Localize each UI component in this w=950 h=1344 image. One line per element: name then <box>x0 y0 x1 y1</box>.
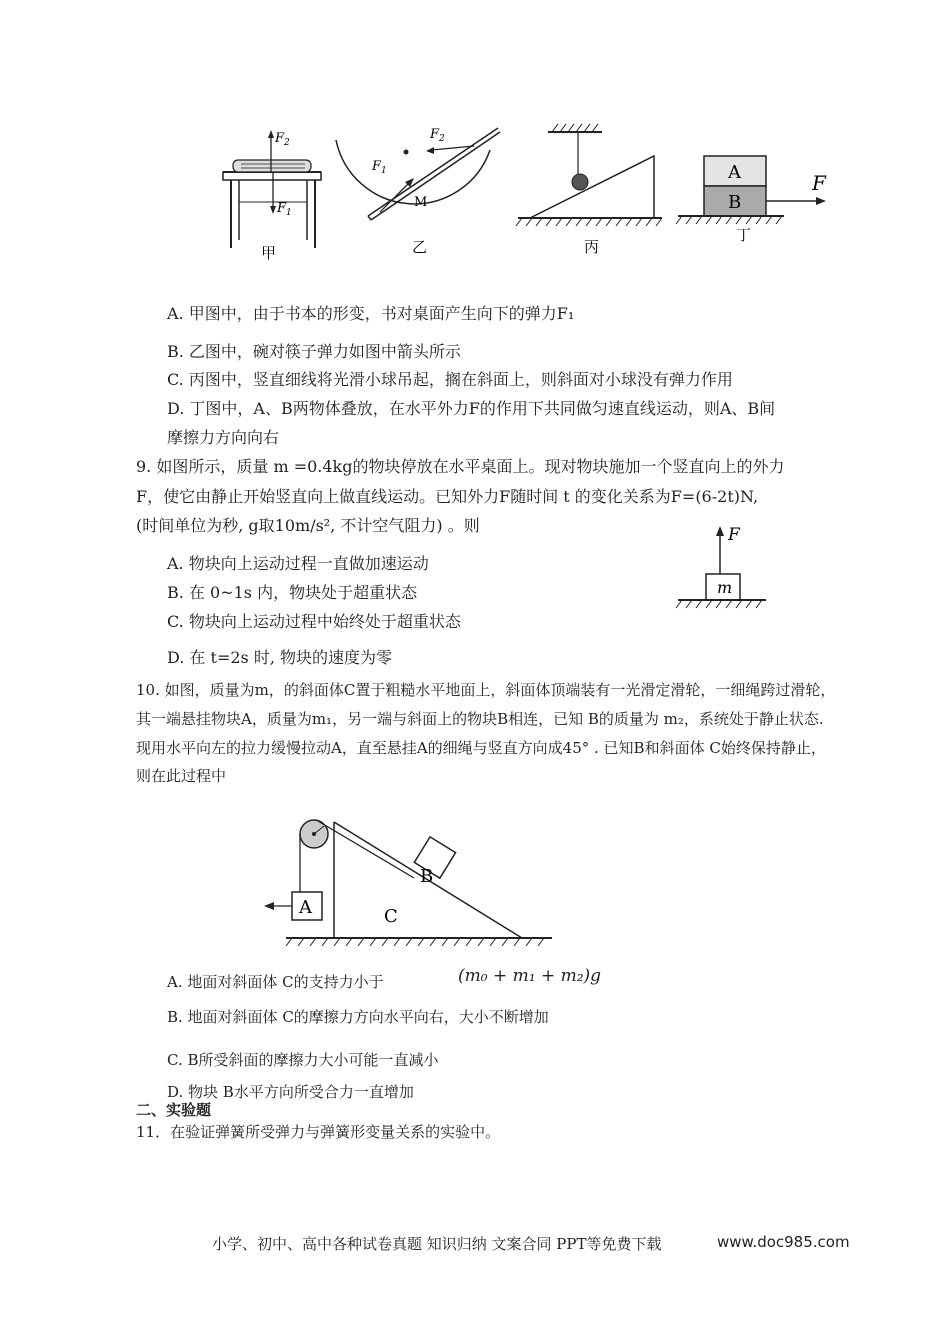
figure-q9 <box>672 522 772 614</box>
q10-option-d: D. 物块 B水平方向所受合力一直增加 <box>167 1083 414 1101</box>
q10-b-label: B <box>420 866 434 887</box>
jia-f1-label: $F_1$ <box>277 201 292 218</box>
q10-option-b: B. 地面对斜面体 C的摩擦力方向水平向右，大小不断增加 <box>167 1008 549 1026</box>
q10-stem-line-3: 现用水平向左的拉力缓慢拉动A，直至悬挂A的细绳与竖直方向成45° . 已知B和斜面体 C始终保持静止， <box>136 739 826 757</box>
q10-a-label: A <box>299 897 312 918</box>
footer-text: 小学、初中、高中各种试卷真题 知识归纳 文案合同 PPT等免费下载 <box>212 1235 662 1253</box>
yi-m-label: M <box>414 195 428 210</box>
ding-b-label: B <box>728 192 742 213</box>
q9-option-b: B. 在 0~1s 内，物块处于超重状态 <box>167 583 418 602</box>
q10-stem-line-1: 10. 如图，质量为m，的斜面体C置于粗糙水平地面上，斜面体顶端装有一光滑定滑轮，一细绳跨过滑轮， <box>136 681 836 699</box>
q8-option-d: D. 丁图中，A、B两物体叠放，在水平外力F的作用下共同做匀速直线运动，则A、B间 <box>167 399 776 418</box>
q10-stem-line-4: 则在此过程中 <box>136 767 227 785</box>
footer-url[interactable]: www.doc985.com <box>717 1233 850 1251</box>
q10-stem-line-2: 其一端悬挂物块A，质量为m₁，另一端与斜面上的物块B相连，已知 B的质量为 m₂，系统处于静止状态. <box>136 710 824 728</box>
figure-yi <box>328 120 508 260</box>
q9-option-c: C. 物块向上运动过程中始终处于超重状态 <box>167 612 461 631</box>
q9-stem-line-3: (时间单位为秒, g取10m/s², 不计空气阻力) 。则 <box>136 516 480 535</box>
yi-f1-label: $F_1$ <box>372 159 387 176</box>
bing-caption: 丙 <box>584 238 600 256</box>
q10-option-c: C. B所受斜面的摩擦力大小可能一直减小 <box>167 1051 439 1069</box>
ding-caption: 丁 <box>736 226 752 244</box>
q9-option-d: D. 在 t=2s 时, 物块的速度为零 <box>167 648 393 667</box>
q10-option-a: A. 地面对斜面体 C的支持力小于 <box>167 973 384 991</box>
q9-m-label: m <box>717 578 733 597</box>
q9-stem-line-2: F，使它由静止开始竖直向上做直线运动。已知外力F随时间 t 的变化关系为F=(6-2t)N, <box>136 487 759 506</box>
q11-stem: 11．在验证弹簧所受弹力与弹簧形变量关系的实验中。 <box>136 1123 501 1141</box>
section-heading: 二、实验题 <box>136 1101 212 1119</box>
figure-q10 <box>262 812 562 957</box>
yi-f2-label: $F_2$ <box>430 127 445 144</box>
q10-formula: (m₀ + m₁ + m₂)g <box>458 966 602 986</box>
jia-f2-label: $F_2$ <box>275 131 290 148</box>
figure-ding <box>674 150 834 250</box>
q8-option-b: B. 乙图中，碗对筷子弹力如图中箭头所示 <box>167 342 461 361</box>
q9-f-label: F <box>728 525 740 545</box>
q8-option-d-continued: 摩擦力方向向右 <box>167 428 280 447</box>
yi-caption: 乙 <box>412 238 428 256</box>
figure-jia <box>215 120 330 260</box>
ding-a-label: A <box>728 162 741 183</box>
figure-bing <box>512 120 672 260</box>
q10-c-label: C <box>384 906 398 927</box>
jia-caption: 甲 <box>261 244 277 260</box>
ding-f-label: F <box>812 171 826 195</box>
q9-option-a: A. 物块向上运动过程一直做加速运动 <box>167 554 429 573</box>
q9-stem-line-1: 9. 如图所示，质量 m =0.4kg的物块停放在水平桌面上。现对物块施加一个竖直向上的外力 <box>136 457 785 476</box>
q8-option-a: A. 甲图中，由于书本的形变，书对桌面产生向下的弹力F₁ <box>167 304 575 323</box>
q8-option-c: C. 丙图中，竖直细线将光滑小球吊起，搁在斜面上，则斜面对小球没有弹力作用 <box>167 370 733 389</box>
